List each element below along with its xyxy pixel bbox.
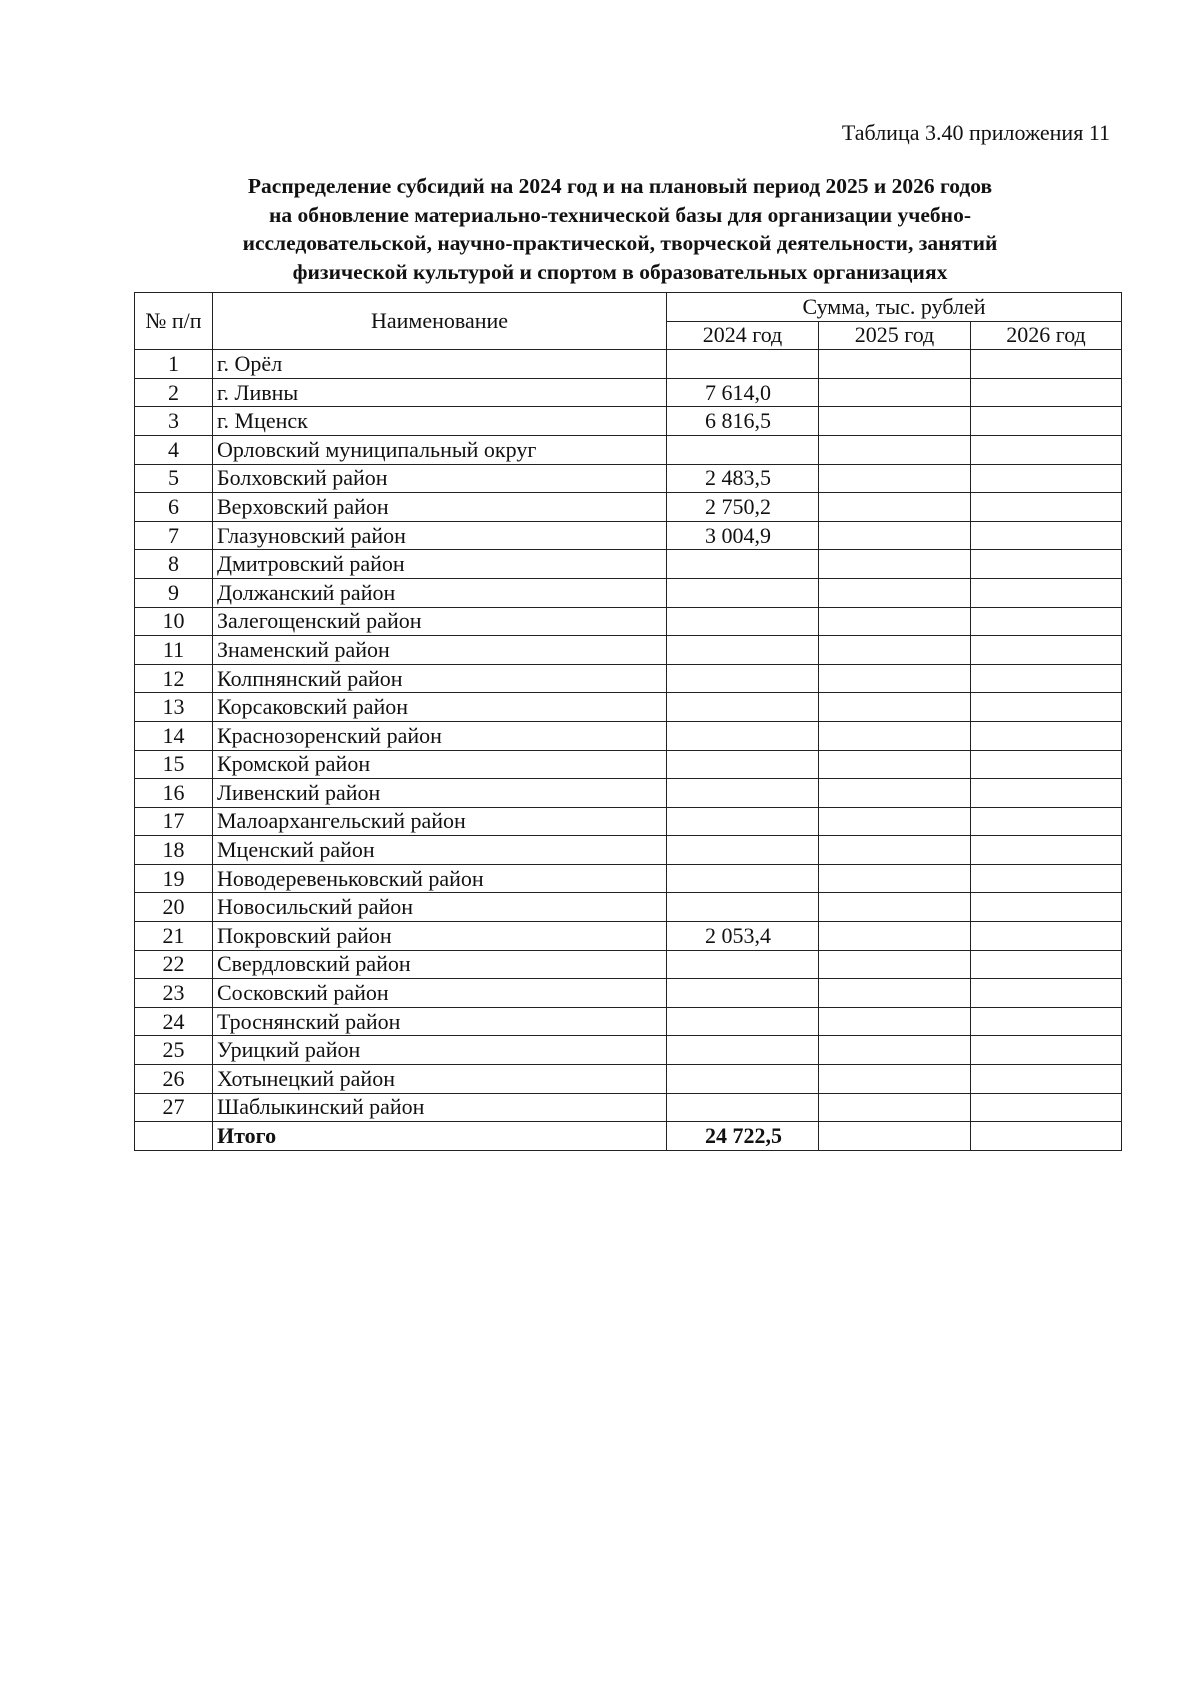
table-row: [135, 779, 1122, 808]
row-num: 10: [135, 607, 213, 636]
row-name: Залегощенский район: [213, 607, 667, 636]
table-row: [135, 922, 1122, 951]
row-name: г. Орёл: [213, 350, 667, 379]
row-name: Орловский муниципальный округ: [213, 435, 667, 464]
row-name: Покровский район: [213, 922, 667, 951]
row-2026: [971, 893, 1122, 922]
table-row: [135, 1065, 1122, 1094]
row-num: 13: [135, 693, 213, 722]
table-row: [135, 350, 1122, 379]
row-name: г. Ливны: [213, 378, 667, 407]
row-num: 4: [135, 435, 213, 464]
row-name: Должанский район: [213, 578, 667, 607]
row-2026: [971, 435, 1122, 464]
row-2026: [971, 521, 1122, 550]
row-name: Кромской район: [213, 750, 667, 779]
header-num: № п/п: [135, 293, 213, 350]
table-row: [135, 664, 1122, 693]
total-label: Итого: [213, 1122, 667, 1151]
row-2026: [971, 350, 1122, 379]
row-2024: [667, 350, 819, 379]
table-row: [135, 864, 1122, 893]
row-2024: [667, 664, 819, 693]
row-2024: 6 816,5: [667, 407, 819, 436]
row-2024: 7 614,0: [667, 378, 819, 407]
row-2025: [819, 1065, 971, 1094]
row-2024: [667, 721, 819, 750]
row-name: Мценский район: [213, 836, 667, 865]
row-num: 18: [135, 836, 213, 865]
row-2024: [667, 578, 819, 607]
row-name: Болховский район: [213, 464, 667, 493]
row-num: 7: [135, 521, 213, 550]
row-2024: [667, 836, 819, 865]
row-name: Колпнянский район: [213, 664, 667, 693]
title-line: исследовательской, научно-практической, творческой деятельности, занятий: [242, 231, 998, 255]
row-num: 9: [135, 578, 213, 607]
row-2025: [819, 1007, 971, 1036]
row-name: г. Мценск: [213, 407, 667, 436]
row-2025: [819, 664, 971, 693]
row-name: Сосковский район: [213, 979, 667, 1008]
row-2024: [667, 1007, 819, 1036]
row-2025: [819, 979, 971, 1008]
row-2025: [819, 607, 971, 636]
row-2026: [971, 807, 1122, 836]
row-2024: [667, 779, 819, 808]
row-2024: 2 750,2: [667, 493, 819, 522]
row-2026: [971, 1065, 1122, 1094]
header-2025: 2025 год: [819, 321, 971, 350]
row-name: Троснянский район: [213, 1007, 667, 1036]
table-row: [135, 1007, 1122, 1036]
row-num: 12: [135, 664, 213, 693]
total-2026: [971, 1122, 1122, 1151]
row-2026: [971, 922, 1122, 951]
row-2024: [667, 864, 819, 893]
row-name: Шаблыкинский район: [213, 1093, 667, 1122]
row-2025: [819, 893, 971, 922]
row-name: Новодеревеньковский район: [213, 864, 667, 893]
row-num: 5: [135, 464, 213, 493]
row-2024: [667, 1065, 819, 1094]
table-row: [135, 578, 1122, 607]
row-num: 20: [135, 893, 213, 922]
row-name: Верховский район: [213, 493, 667, 522]
row-num: 3: [135, 407, 213, 436]
row-2024: [667, 607, 819, 636]
row-2024: [667, 750, 819, 779]
table-row: [135, 893, 1122, 922]
total-num-cell: [135, 1122, 213, 1151]
row-2026: [971, 607, 1122, 636]
row-2025: [819, 521, 971, 550]
row-2025: [819, 435, 971, 464]
row-num: 21: [135, 922, 213, 951]
row-2024: 2 483,5: [667, 464, 819, 493]
table-row: [135, 607, 1122, 636]
row-num: 6: [135, 493, 213, 522]
row-name: Новосильский район: [213, 893, 667, 922]
row-name: Дмитровский район: [213, 550, 667, 579]
row-2025: [819, 350, 971, 379]
row-2025: [819, 493, 971, 522]
row-name: Краснозоренский район: [213, 721, 667, 750]
table-row: [135, 464, 1122, 493]
row-name: Малоархангельский район: [213, 807, 667, 836]
table-row: [135, 378, 1122, 407]
table-row: [135, 950, 1122, 979]
row-2026: [971, 378, 1122, 407]
row-2024: 2 053,4: [667, 922, 819, 951]
row-num: 26: [135, 1065, 213, 1094]
row-num: 8: [135, 550, 213, 579]
row-2024: [667, 1036, 819, 1065]
table-row: [135, 750, 1122, 779]
row-2024: [667, 636, 819, 665]
row-2025: [819, 464, 971, 493]
row-num: 2: [135, 378, 213, 407]
header-2026: 2026 год: [971, 321, 1122, 350]
table-row: [135, 1093, 1122, 1122]
header-2024: 2024 год: [667, 321, 819, 350]
row-num: 1: [135, 350, 213, 379]
row-2026: [971, 779, 1122, 808]
row-2025: [819, 407, 971, 436]
header-sum: Сумма, тыс. рублей: [667, 293, 1122, 322]
row-num: 25: [135, 1036, 213, 1065]
row-2026: [971, 636, 1122, 665]
title-line: на обновление материально-технической базы для организации учебно-: [269, 202, 971, 227]
row-2024: 3 004,9: [667, 521, 819, 550]
header-row: [135, 293, 1122, 322]
row-name: Корсаковский район: [213, 693, 667, 722]
row-2024: [667, 893, 819, 922]
row-2026: [971, 1093, 1122, 1122]
row-2025: [819, 578, 971, 607]
document-title: [130, 172, 1110, 286]
row-2026: [971, 693, 1122, 722]
row-2025: [819, 922, 971, 951]
row-num: 22: [135, 950, 213, 979]
table-row: [135, 693, 1122, 722]
row-2026: [971, 407, 1122, 436]
row-num: 24: [135, 1007, 213, 1036]
row-2026: [971, 721, 1122, 750]
row-2025: [819, 636, 971, 665]
row-2025: [819, 836, 971, 865]
row-num: 11: [135, 636, 213, 665]
row-2026: [971, 836, 1122, 865]
row-2024: [667, 435, 819, 464]
row-num: 27: [135, 1093, 213, 1122]
row-2026: [971, 550, 1122, 579]
row-2024: [667, 693, 819, 722]
row-2026: [971, 750, 1122, 779]
total-2024: 24 722,5: [667, 1122, 819, 1151]
table-row: [135, 636, 1122, 665]
row-2025: [819, 950, 971, 979]
row-num: 16: [135, 779, 213, 808]
table-row: [135, 807, 1122, 836]
title-line: Распределение субсидий на 2024 год и на плановый период 2025 и 2026 годов: [247, 174, 993, 198]
row-2026: [971, 578, 1122, 607]
subsidy-table: [134, 292, 1122, 1151]
row-num: 19: [135, 864, 213, 893]
row-2024: [667, 550, 819, 579]
table-row: [135, 550, 1122, 579]
row-2026: [971, 464, 1122, 493]
row-2026: [971, 1036, 1122, 1065]
table-row: [135, 979, 1122, 1008]
row-num: 23: [135, 979, 213, 1008]
title-line: физической культурой и спортом в образовательных организациях: [292, 259, 948, 284]
row-2025: [819, 807, 971, 836]
row-2024: [667, 807, 819, 836]
row-2026: [971, 493, 1122, 522]
appendix-label: Таблица 3.40 приложения 11: [841, 120, 1110, 145]
row-2025: [819, 550, 971, 579]
table-row: [135, 435, 1122, 464]
row-2025: [819, 750, 971, 779]
row-num: 17: [135, 807, 213, 836]
row-2024: [667, 1093, 819, 1122]
row-2026: [971, 1007, 1122, 1036]
row-name: Хотынецкий район: [213, 1065, 667, 1094]
table-row: [135, 493, 1122, 522]
total-row: [135, 1122, 1122, 1151]
row-2025: [819, 1036, 971, 1065]
row-num: 15: [135, 750, 213, 779]
row-2024: [667, 979, 819, 1008]
table-row: [135, 836, 1122, 865]
row-2025: [819, 864, 971, 893]
row-2025: [819, 721, 971, 750]
row-2024: [667, 950, 819, 979]
row-2026: [971, 950, 1122, 979]
row-2026: [971, 864, 1122, 893]
row-2026: [971, 979, 1122, 1008]
table-body: [135, 350, 1122, 1122]
table-row: [135, 1036, 1122, 1065]
row-2025: [819, 378, 971, 407]
table-row: [135, 721, 1122, 750]
row-2025: [819, 1093, 971, 1122]
header-name: Наименование: [213, 293, 667, 350]
row-name: Знаменский район: [213, 636, 667, 665]
table-row: [135, 521, 1122, 550]
total-2025: [819, 1122, 971, 1151]
row-name: Глазуновский район: [213, 521, 667, 550]
row-2026: [971, 664, 1122, 693]
table-row: [135, 407, 1122, 436]
row-num: 14: [135, 721, 213, 750]
row-2025: [819, 693, 971, 722]
row-name: Ливенский район: [213, 779, 667, 808]
row-2025: [819, 779, 971, 808]
row-name: Урицкий район: [213, 1036, 667, 1065]
row-name: Свердловский район: [213, 950, 667, 979]
